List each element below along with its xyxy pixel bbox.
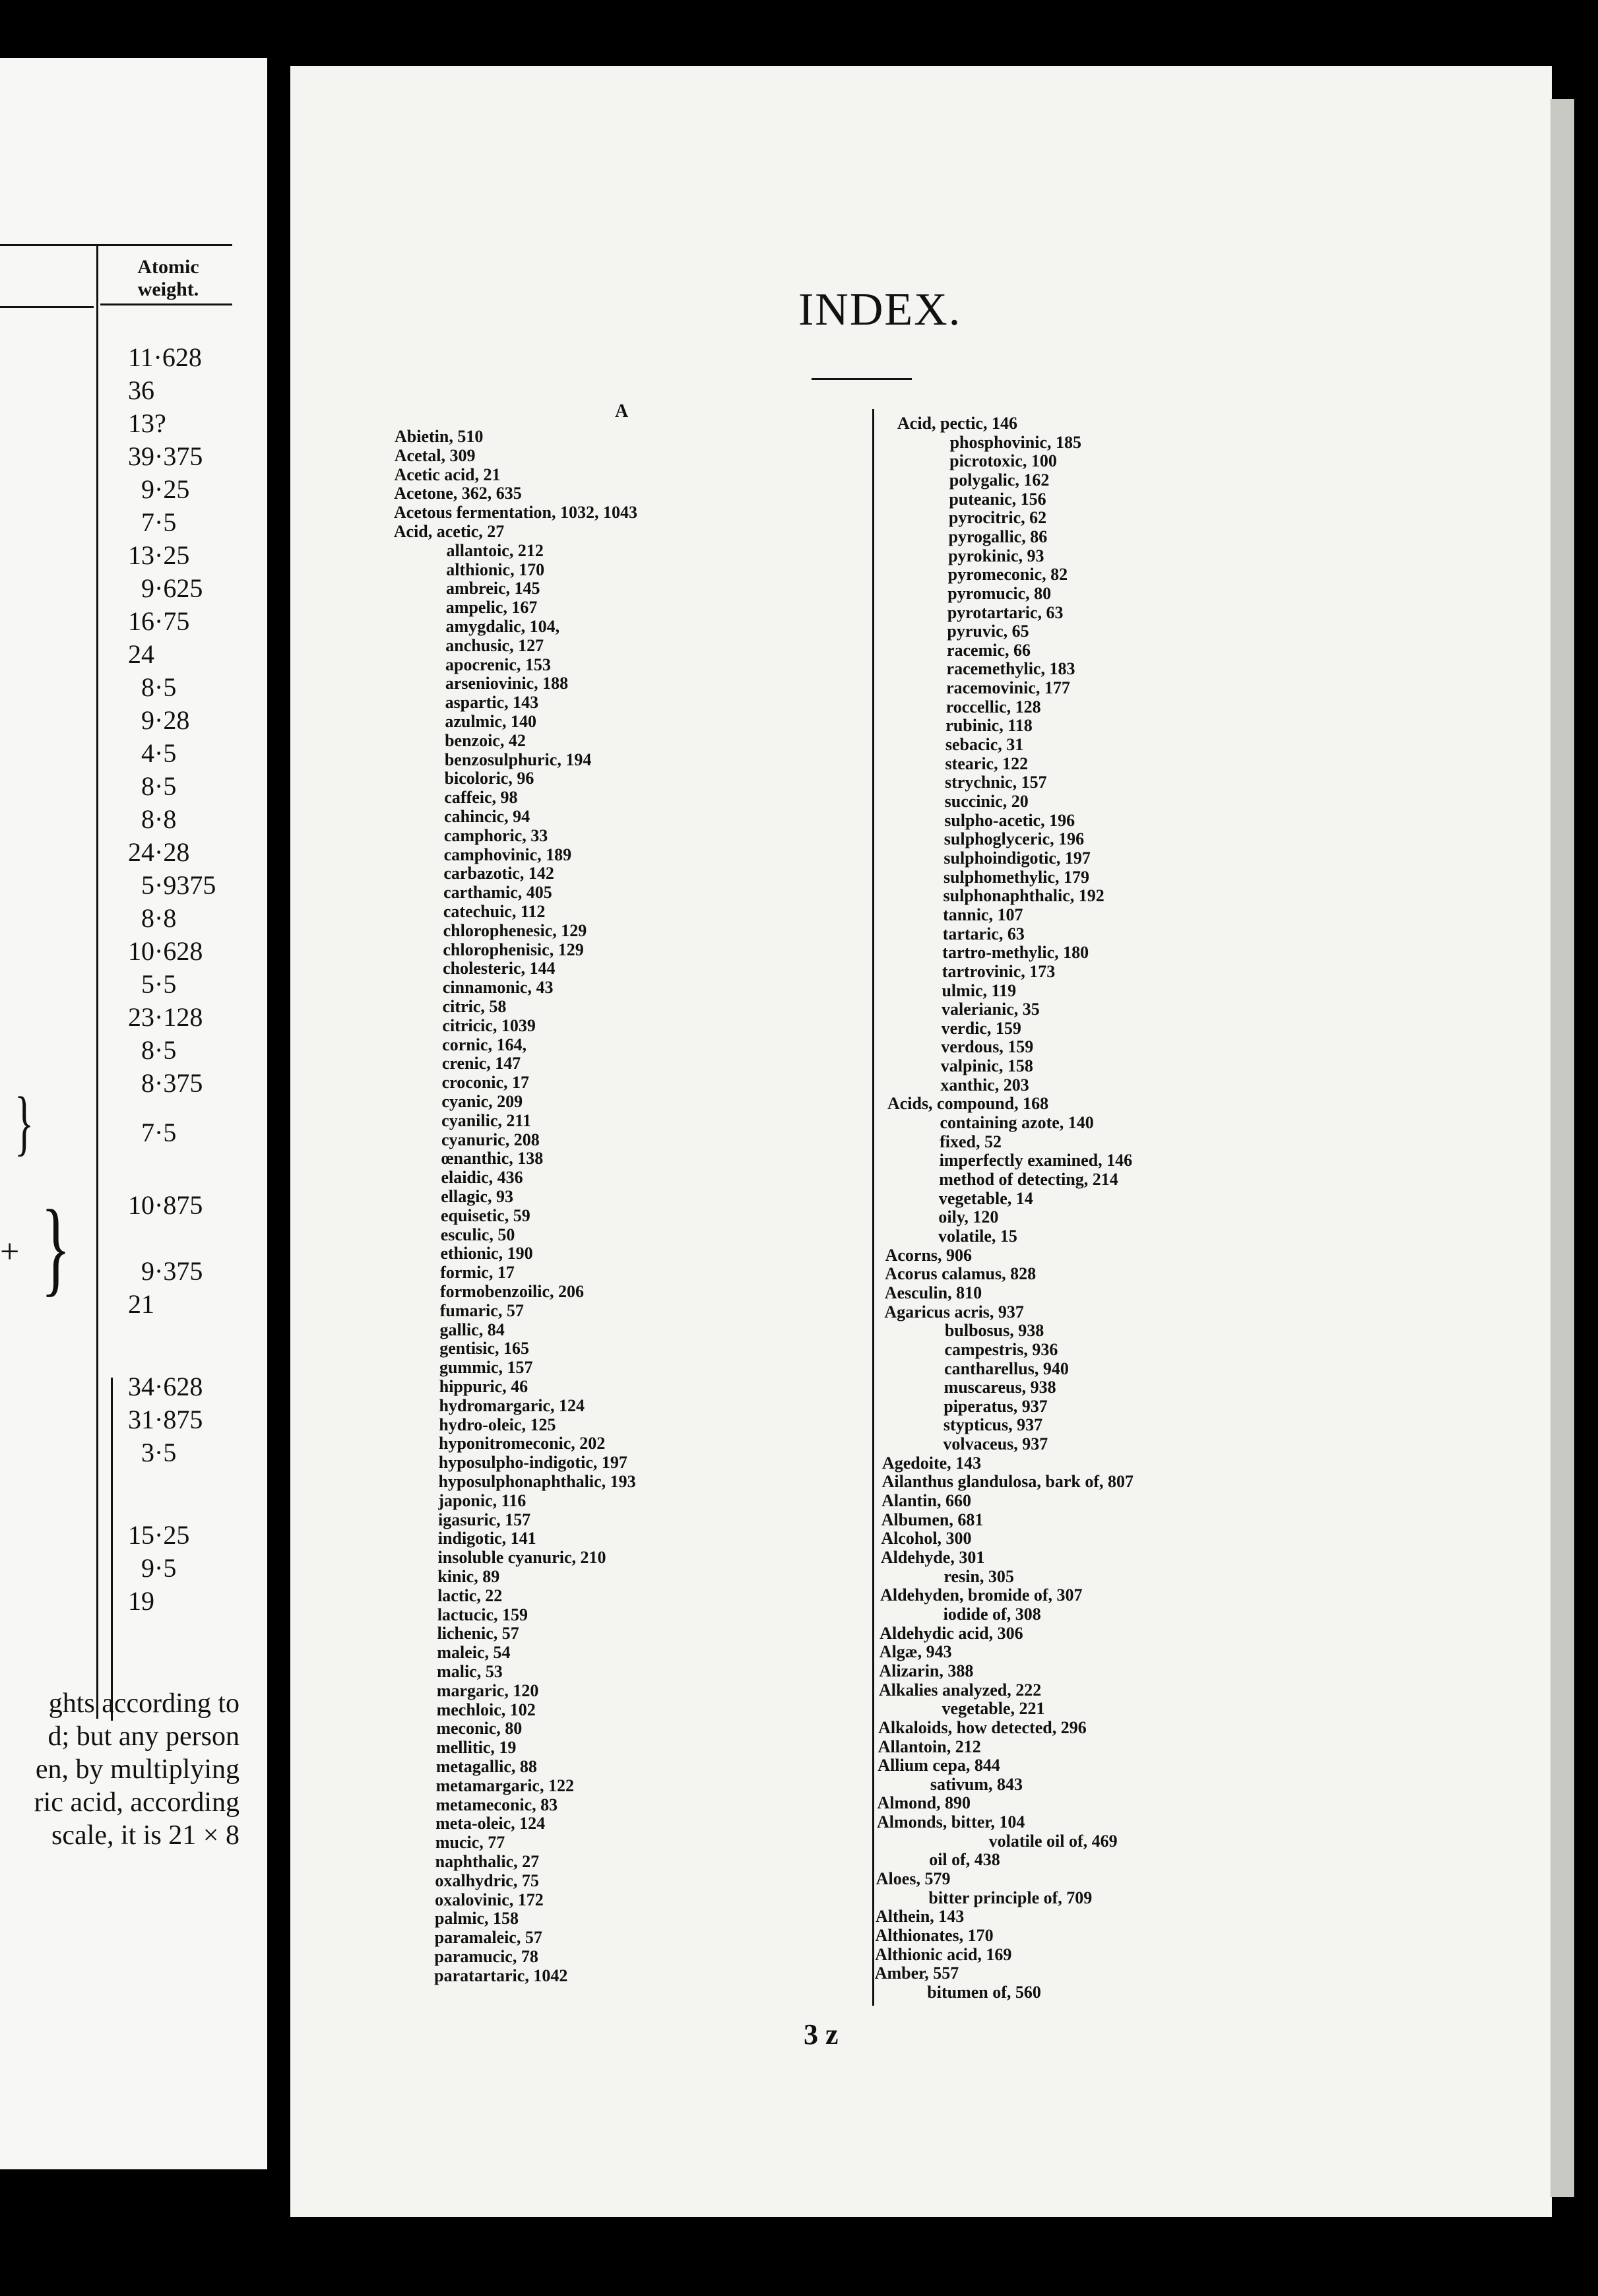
index-entry: Ailanthus glandulosa, bark of, 807	[881, 1472, 1134, 1492]
index-entry: lactucic, 159	[437, 1605, 528, 1624]
index-entry: cyanic, 209	[441, 1092, 523, 1111]
index-entry: cahincic, 94	[444, 807, 530, 826]
index-entry: hydromargaric, 124	[439, 1395, 585, 1415]
index-entry: containing azote, 140	[940, 1113, 1094, 1133]
index-entry: indigotic, 141	[437, 1529, 536, 1548]
index-entry: volatile, 15	[938, 1226, 1017, 1246]
index-entry: pyrocitric, 62	[948, 508, 1047, 528]
index-entry: cinnamonic, 43	[442, 978, 554, 998]
atomic-weight-value: 8·375	[141, 1068, 203, 1098]
index-entry: Acid, pectic, 146	[897, 414, 1017, 433]
body-text-line: ghts according to	[48, 1688, 240, 1719]
index-entry: tartro-methylic, 180	[942, 943, 1089, 963]
index-entry: xanthic, 203	[940, 1075, 1029, 1095]
index-entry: strychnic, 157	[945, 773, 1047, 792]
index-entry: cantharellus, 940	[944, 1358, 1069, 1378]
index-entry: caffeic, 98	[444, 788, 518, 808]
atomic-weight-value: 5·5	[141, 969, 177, 999]
index-entry: elaidic, 436	[441, 1168, 523, 1188]
index-entry: campestris, 936	[944, 1339, 1058, 1359]
index-entry: amygdalic, 104,	[445, 617, 560, 636]
page-title: INDEX.	[798, 284, 962, 335]
index-entry: Acetone, 362, 635	[394, 484, 522, 503]
index-entry: sebacic, 31	[945, 735, 1024, 755]
table-header-rule-left	[0, 306, 94, 308]
index-entry: verdous, 159	[941, 1037, 1034, 1057]
index-entry: margaric, 120	[436, 1680, 539, 1700]
index-entry: arseniovinic, 188	[445, 674, 569, 693]
body-text-line: ric acid, according	[34, 1787, 240, 1818]
index-entry: hydro-oleic, 125	[439, 1415, 556, 1434]
index-entry: stypticus, 937	[943, 1415, 1043, 1435]
index-entry: valerianic, 35	[942, 1000, 1040, 1019]
index-entry: sulphoglyceric, 196	[943, 829, 1085, 849]
atomic-weight-value: 8·5	[141, 1035, 177, 1065]
index-entry: Althionates, 170	[875, 1926, 994, 1945]
atomic-weight-value: 34·628	[128, 1372, 203, 1401]
index-entry: rubinic, 118	[945, 716, 1033, 736]
index-entry: paramucic, 78	[434, 1947, 538, 1966]
index-entry: vegetable, 221	[942, 1699, 1045, 1719]
index-entry: sulpho-acetic, 196	[944, 810, 1075, 830]
index-entry: Alizarin, 388	[879, 1661, 974, 1680]
index-entry: tartaric, 63	[942, 924, 1025, 943]
atomic-weight-value: 31·875	[128, 1405, 203, 1434]
atomic-weight-value: 9·375	[141, 1256, 203, 1286]
atomic-weight-value: 9·28	[141, 705, 190, 735]
index-entry: metamargaric, 122	[435, 1775, 574, 1795]
section-letter: A	[615, 401, 629, 422]
atomic-weight-value: 10·628	[128, 936, 203, 966]
index-entry: Acids, compound, 168	[887, 1094, 1049, 1114]
index-entry: Albumen, 681	[881, 1510, 984, 1529]
index-entry: naphthalic, 27	[435, 1852, 540, 1871]
index-entry: polygalic, 162	[949, 470, 1050, 490]
index-entry: iodide of, 308	[943, 1604, 1041, 1624]
atomic-weight-value: 21	[128, 1289, 154, 1319]
index-entry: pyromeconic, 82	[947, 565, 1068, 585]
atomic-weight-value: 24	[128, 639, 154, 669]
index-entry: succinic, 20	[944, 792, 1029, 811]
index-entry: volatile oil of, 469	[988, 1831, 1118, 1851]
index-entry: Alantin, 660	[881, 1491, 971, 1511]
signature-mark: 3 z	[804, 2018, 839, 2051]
index-entry: aspartic, 143	[445, 693, 539, 713]
index-entry: phosphovinic, 185	[949, 432, 1081, 452]
index-entry: ampelic, 167	[445, 598, 538, 618]
table-column-divider-lower	[111, 1378, 113, 1721]
index-entry: fumaric, 57	[439, 1300, 524, 1320]
index-entry: imperfectly examined, 146	[939, 1151, 1133, 1170]
index-entry: meta-oleic, 124	[435, 1814, 546, 1834]
atomic-weight-value: 13·25	[128, 540, 190, 570]
index-entry: racemovinic, 177	[946, 678, 1070, 698]
index-entry: insoluble cyanuric, 210	[437, 1548, 606, 1568]
table-top-rule	[0, 244, 232, 246]
index-entry: citricic, 1039	[442, 1015, 536, 1035]
index-entry: paramaleic, 57	[434, 1928, 542, 1948]
table-column-divider	[96, 245, 98, 1719]
index-entry: sulphonaphthalic, 192	[943, 886, 1104, 906]
atomic-weight-value: 9·625	[141, 573, 203, 603]
atomic-weight-value: 24·28	[128, 837, 190, 867]
index-entry: bitumen of, 560	[927, 1982, 1041, 2002]
atomic-weight-value: 36	[128, 375, 154, 405]
index-entry: carbazotic, 142	[443, 864, 554, 883]
atomic-weight-value: 9·5	[141, 1553, 177, 1583]
index-entry: palmic, 158	[434, 1909, 519, 1929]
index-entry: pyromucic, 80	[947, 583, 1052, 603]
index-entry: Amber, 557	[874, 1963, 959, 1983]
index-entry: citric, 58	[442, 997, 507, 1016]
index-entry: muscareus, 938	[943, 1378, 1056, 1397]
index-entry: camphovinic, 189	[443, 845, 572, 864]
atomic-weight-value: 8·5	[141, 672, 177, 702]
index-entry: Aesculin, 810	[884, 1283, 982, 1302]
index-entry: hyposulphonaphthalic, 193	[438, 1472, 636, 1491]
index-entry: Althein, 143	[875, 1907, 965, 1927]
index-entry: metameconic, 83	[435, 1795, 558, 1814]
index-entry: pyruvic, 65	[947, 622, 1029, 641]
index-entry: bicoloric, 96	[444, 769, 534, 788]
atomic-weight-value: 8·8	[141, 903, 177, 933]
index-entry: sulphoindigotic, 197	[943, 848, 1091, 868]
title-rule	[812, 378, 912, 380]
index-entry: igasuric, 157	[438, 1510, 531, 1529]
index-entry: anchusic, 127	[445, 635, 544, 655]
index-entry: Aldehydic acid, 306	[879, 1623, 1023, 1643]
index-entry: Algæ, 943	[879, 1642, 952, 1662]
index-entry: crenic, 147	[441, 1054, 521, 1073]
brace-two: }	[41, 1188, 71, 1306]
index-entry: gentisic, 165	[439, 1339, 529, 1358]
atomic-weight-value: 39·375	[128, 441, 203, 471]
index-entry: lactic, 22	[437, 1585, 503, 1605]
index-entry: ambreic, 145	[446, 579, 540, 598]
atomic-weight-value: 7·5	[141, 507, 177, 537]
brace-one: }	[15, 1082, 34, 1163]
index-entry: hyponitromeconic, 202	[439, 1434, 606, 1453]
index-entry: croconic, 17	[441, 1073, 530, 1093]
index-entry: hippuric, 46	[439, 1377, 528, 1396]
index-entry: cornic, 164,	[442, 1035, 527, 1054]
index-entry: japonic, 116	[438, 1490, 527, 1510]
index-entry: Acetic acid, 21	[394, 464, 501, 484]
body-text-line: d; but any person	[48, 1721, 240, 1752]
index-entry: chlorophenisic, 129	[443, 940, 584, 959]
index-entry: oxalhydric, 75	[435, 1870, 539, 1890]
index-entry: racemic, 66	[946, 640, 1031, 660]
index-entry: resin, 305	[943, 1566, 1014, 1586]
index-entry: fixed, 52	[940, 1132, 1002, 1151]
index-entry: catechuic, 112	[443, 902, 546, 921]
body-text-line: en, by multiplying	[35, 1754, 240, 1785]
left-page	[0, 58, 267, 2169]
index-entry: tannic, 107	[943, 905, 1023, 924]
index-entry: azulmic, 140	[445, 712, 536, 731]
index-entry: oily, 120	[938, 1207, 999, 1227]
table-header-rule-right	[100, 303, 232, 305]
column-rule	[872, 409, 874, 2006]
index-entry: pyrokinic, 93	[948, 546, 1044, 565]
index-entry: althionic, 170	[446, 559, 545, 579]
atomic-weight-value: 23·128	[128, 1002, 203, 1032]
index-entry: metagallic, 88	[435, 1757, 537, 1776]
index-entry: pyrotartaric, 63	[947, 602, 1064, 622]
index-entry: cyanuric, 208	[441, 1130, 540, 1149]
index-entry: hyposulpho-indigotic, 197	[438, 1453, 627, 1473]
body-text-line: scale, it is 21 × 8	[51, 1820, 240, 1851]
index-entry: camphoric, 33	[443, 825, 548, 845]
index-entry: Acetal, 309	[394, 445, 476, 465]
index-entry: Allium cepa, 844	[878, 1756, 1000, 1775]
index-entry: Alkaloids, how detected, 296	[878, 1717, 1087, 1737]
index-entry: allantoic, 212	[446, 540, 544, 560]
atomic-weight-value: 10·875	[128, 1190, 203, 1220]
index-entry: ellagic, 93	[441, 1187, 513, 1206]
index-entry: oil of, 438	[929, 1850, 1000, 1870]
index-entry: apocrenic, 153	[445, 654, 551, 674]
page-edge	[1550, 99, 1574, 2197]
index-entry: Alkalies analyzed, 222	[878, 1680, 1042, 1700]
index-entry: mechloic, 102	[436, 1700, 536, 1719]
index-entry: Aldehyden, bromide of, 307	[880, 1585, 1083, 1605]
index-entry: tartrovinic, 173	[942, 961, 1056, 981]
index-entry: benzosulphuric, 194	[444, 749, 592, 769]
index-entry: Acid, acetic, 27	[393, 522, 505, 541]
index-entry: cyanilic, 211	[441, 1110, 531, 1130]
atomic-weight-value: 5·9375	[141, 870, 216, 900]
index-entry: ulmic, 119	[942, 980, 1017, 1000]
index-entry: Acorns, 906	[885, 1245, 973, 1265]
atomic-weight-value: 16·75	[128, 606, 190, 636]
index-entry: lichenic, 57	[437, 1624, 519, 1643]
index-entry: sativum, 843	[930, 1774, 1023, 1794]
index-entry: carthamic, 405	[443, 883, 552, 903]
index-entry: mucic, 77	[435, 1833, 505, 1853]
index-entry: picrotoxic, 100	[949, 451, 1057, 471]
index-entry: formobenzoilic, 206	[439, 1282, 585, 1301]
atomic-weight-value: 19	[128, 1586, 154, 1616]
index-entry: Almond, 890	[877, 1793, 971, 1813]
index-entry: chlorophenesic, 129	[443, 920, 587, 940]
index-entry: Aldehyde, 301	[880, 1548, 985, 1567]
index-entry: roccellic, 128	[945, 697, 1041, 717]
index-entry: sulphomethylic, 179	[943, 867, 1089, 887]
atomic-weight-value: 8·8	[141, 804, 177, 834]
atomic-weight-value: 3·5	[141, 1438, 177, 1467]
index-entry: maleic, 54	[437, 1643, 511, 1663]
index-entry: stearic, 122	[945, 753, 1029, 773]
index-entry: malic, 53	[437, 1662, 503, 1681]
index-entry: Althionic acid, 169	[875, 1944, 1012, 1964]
atomic-weight-header: Atomic weight.	[137, 256, 199, 300]
index-entry: oxalovinic, 172	[435, 1890, 544, 1909]
index-entry: gallic, 84	[439, 1320, 505, 1339]
index-entry: vegetable, 14	[938, 1188, 1033, 1208]
index-entry: Almonds, bitter, 104	[877, 1812, 1025, 1832]
atomic-weight-value: 13?	[128, 408, 166, 438]
index-entry: Acorus calamus, 828	[885, 1264, 1037, 1284]
atomic-weight-value: 9·25	[141, 474, 190, 504]
index-entry: kinic, 89	[437, 1567, 500, 1586]
index-entry: puteanic, 156	[949, 489, 1046, 509]
index-entry: bitter principle of, 709	[928, 1888, 1093, 1907]
index-entry: Agedoite, 143	[881, 1453, 982, 1473]
index-page	[290, 66, 1552, 2217]
index-entry: piperatus, 937	[943, 1396, 1048, 1416]
index-entry: verdic, 159	[941, 1018, 1021, 1038]
index-entry: Alcohol, 300	[881, 1529, 972, 1548]
index-entry: œnanthic, 138	[441, 1149, 544, 1168]
atomic-weight-value: 7·5	[141, 1118, 177, 1147]
index-entry: Allantoin, 212	[878, 1737, 981, 1756]
index-entry: Aloes, 579	[876, 1869, 951, 1889]
index-entry: Agaricus acris, 937	[884, 1302, 1024, 1322]
atomic-weight-value: 8·5	[141, 771, 177, 801]
index-entry: esculic, 50	[440, 1225, 515, 1244]
index-entry: bulbosus, 938	[944, 1321, 1044, 1341]
index-entry: gummic, 157	[439, 1358, 533, 1378]
atomic-weight-value: 4·5	[141, 738, 177, 768]
index-entry: Abietin, 510	[395, 427, 484, 446]
atomic-weight-value: 15·25	[128, 1520, 190, 1550]
index-entry: paratartaric, 1042	[434, 1965, 568, 1985]
index-entry: valpinic, 158	[940, 1056, 1033, 1076]
index-entry: meconic, 80	[436, 1719, 523, 1738]
atomic-weight-value: 11·628	[128, 342, 202, 372]
index-entry: racemethylic, 183	[946, 659, 1075, 679]
index-entry: equisetic, 59	[440, 1205, 530, 1225]
index-entry: mellitic, 19	[436, 1738, 517, 1758]
index-entry: pyrogallic, 86	[948, 526, 1048, 546]
index-entry: ethionic, 190	[440, 1244, 533, 1263]
index-entry: method of detecting, 214	[939, 1170, 1118, 1189]
index-entry: Acetous fermentation, 1032, 1043	[394, 503, 638, 523]
index-entry: volvaceus, 937	[943, 1434, 1048, 1454]
plus-sign: +	[0, 1233, 20, 1271]
index-entry: cholesteric, 144	[443, 959, 556, 978]
index-entry: formic, 17	[440, 1263, 515, 1283]
index-entry: benzoic, 42	[445, 730, 526, 750]
